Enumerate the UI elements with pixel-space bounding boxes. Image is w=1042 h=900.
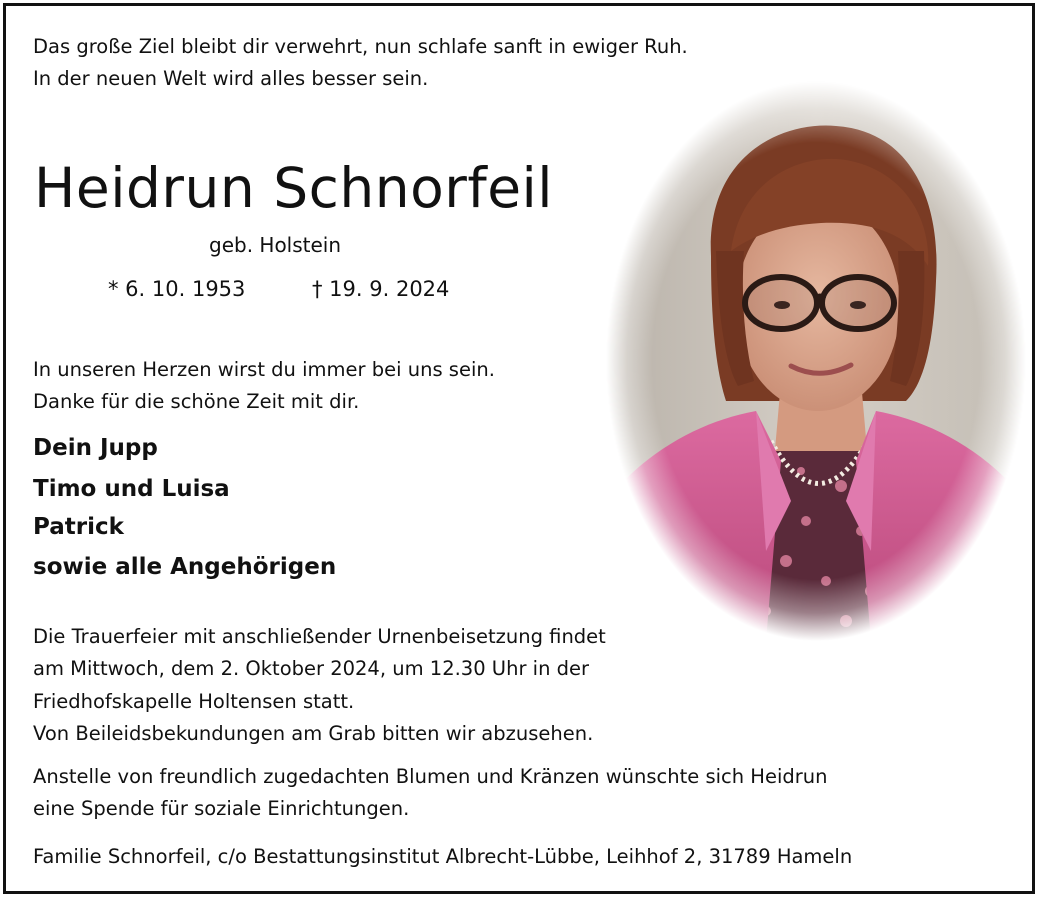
obituary-notice	[3, 3, 1035, 894]
death-date: † 19. 9. 2024	[312, 277, 450, 301]
mourner: Dein Jupp	[33, 435, 158, 461]
maiden-name: geb. Holstein	[209, 233, 342, 257]
mourner: Patrick	[33, 514, 124, 540]
donation-line: Anstelle von freundlich zugedachten Blumen und Kränzen wünschte sich Heidrun	[33, 765, 828, 788]
service-info-line: am Mittwoch, dem 2. Oktober 2024, um 12.30 Uhr in der	[33, 657, 590, 680]
service-info-line: Friedhofskapelle Holtensen statt.	[33, 690, 355, 713]
memorial-line-1: In unseren Herzen wirst du immer bei uns sein.	[33, 358, 495, 381]
mourner: sowie alle Angehörigen	[33, 554, 337, 580]
service-info-line: Die Trauerfeier mit anschließender Urnenbeisetzung findet	[33, 625, 606, 648]
verse-line-2: In der neuen Welt wird alles besser sein.	[33, 67, 429, 90]
memorial-line-2: Danke für die schöne Zeit mit dir.	[33, 390, 360, 413]
verse-line-1: Das große Ziel bleibt dir verwehrt, nun schlafe sanft in ewiger Ruh.	[33, 35, 688, 58]
deceased-name: Heidrun Schnorfeil	[34, 156, 554, 220]
portrait-illustration	[606, 81, 1026, 641]
portrait-photo	[606, 81, 1026, 641]
mourner: Timo und Luisa	[33, 476, 230, 502]
donation-line: eine Spende für soziale Einrichtungen.	[33, 797, 410, 820]
service-info-line: Von Beileidsbekundungen am Grab bitten wir abzusehen.	[33, 722, 594, 745]
family-address: Familie Schnorfeil, c/o Bestattungsinstitut Albrecht-Lübbe, Leihhof 2, 31789 Hameln	[33, 845, 853, 868]
birth-date: * 6. 10. 1953	[108, 277, 246, 301]
